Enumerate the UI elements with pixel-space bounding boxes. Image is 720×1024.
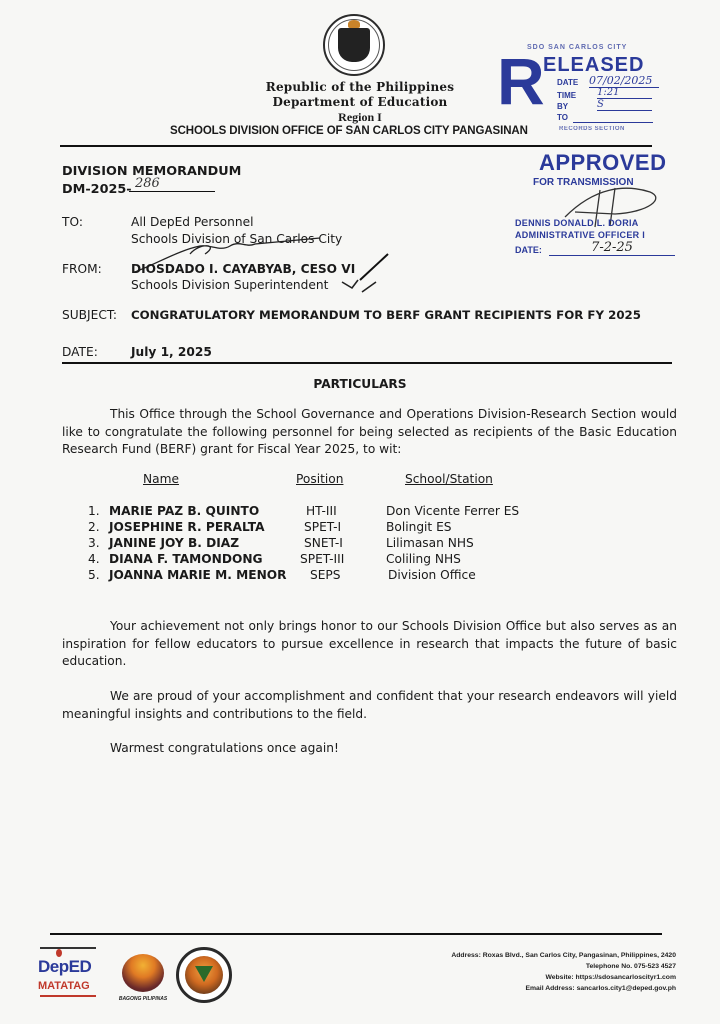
row-name: MARIE PAZ B. QUINTO [109, 504, 260, 518]
republic-heading: Republic of the Philippines [265, 80, 455, 94]
approved-date-label: DATE: [515, 245, 542, 255]
released-by-value: S [597, 99, 652, 111]
to-label: TO: [62, 215, 83, 229]
header-position: Position [296, 472, 344, 486]
approved-stamp [515, 150, 685, 265]
footer-website[interactable]: Website: https://sdosancarloscityr1.com [545, 974, 676, 981]
subject-text: CONGRATULATORY MEMORANDUM TO BERF GRANT RECIPIENTS FOR FY 2025 [131, 308, 641, 322]
table-row [80, 568, 520, 584]
particulars-heading: PARTICULARS [313, 377, 407, 391]
footer-contact [451, 950, 676, 994]
memo-number-value: 286 [129, 176, 215, 192]
table-row [80, 504, 520, 520]
approved-role: ADMINISTRATIVE OFFICER I [515, 230, 646, 240]
memo-type: DIVISION MEMORANDUM [62, 164, 242, 179]
matatag-underline [40, 995, 96, 997]
to-line1: All DepEd Personnel [131, 215, 254, 229]
deped-wordmark-text: DepED [38, 957, 92, 976]
row-position: SPET-III [300, 552, 345, 566]
footer-address: Address: Roxas Blvd., San Carlos City, Pangasinan, Philippines, 2420 [451, 952, 676, 959]
table-row [80, 536, 520, 552]
date-divider [62, 362, 672, 364]
proud-paragraph [62, 688, 677, 723]
row-number: 4. [88, 552, 100, 566]
achievement-text: Your achievement not only brings honor to our Schools Division Office but also serves as an inspiration for fellow educators to pursue excellence in research that impacts the future of basic education. [62, 619, 677, 668]
to-line2: Schools Division of San Carlos City [131, 232, 343, 246]
released-to-line [573, 122, 653, 123]
released-date-value: 07/02/2025 [589, 74, 659, 88]
row-number: 1. [88, 504, 100, 518]
row-number: 5. [88, 568, 100, 582]
row-station: Lilimasan NHS [386, 536, 474, 550]
office-heading: SCHOOLS DIVISION OFFICE OF SAN CARLOS CITY PANGASINAN [170, 125, 528, 137]
released-by-label: BY [557, 102, 569, 111]
released-stamp-top: SDO SAN CARLOS CITY [527, 44, 628, 51]
bagong-pilipinas-text: BAGONG PILIPINAS [118, 996, 168, 1002]
row-position: SNET-I [304, 536, 343, 550]
row-position: SPET-I [304, 520, 342, 534]
from-label: FROM: [62, 262, 102, 276]
flame-icon [56, 949, 62, 957]
from-name: DIOSDADO I. CAYABYAB, CESO VI [131, 262, 356, 276]
intro-text: This Office through the School Governance and Operations Division-Research Section would like to congratulate the following personnel for being selected as recipients of the Basic Education Research Fund (BERF) grant for Fiscal Year 2025, to wit: [62, 407, 677, 456]
row-name: JANINE JOY B. DIAZ [109, 536, 240, 550]
deped-seal-logo [323, 14, 385, 76]
row-station: Division Office [388, 568, 476, 582]
closing-text: Warmest congratulations once again! [110, 741, 339, 755]
header-name: Name [143, 472, 179, 486]
row-station: Bolingit ES [386, 520, 452, 534]
bagong-pilipinas-logo [116, 944, 170, 1006]
subject-label: SUBJECT: [62, 308, 118, 322]
row-name: JOANNA MARIE M. MENOR [109, 568, 287, 582]
header-station: School/Station [405, 472, 493, 486]
released-stamp-footer: RECORDS SECTION [559, 126, 625, 132]
released-stamp-title: ELEASED [543, 54, 645, 76]
table-row [80, 520, 520, 536]
row-position: HT-III [306, 504, 337, 518]
released-date-label: DATE [557, 78, 579, 87]
sun-emblem-icon [122, 954, 164, 992]
matatag-wordmark: MATATAG [38, 980, 90, 992]
region-heading: Region I [338, 110, 382, 124]
row-number: 3. [88, 536, 100, 550]
proud-text: We are proud of your accomplishment and confident that your research endeavors will yield meaningful insights and contributions to the field. [62, 689, 677, 721]
recipients-table [80, 470, 520, 590]
date-value: July 1, 2025 [131, 345, 212, 359]
table-row [80, 552, 520, 568]
footer-divider [50, 933, 662, 935]
logo-bar [40, 947, 96, 949]
achievement-paragraph [62, 618, 677, 671]
row-name: JOSEPHINE R. PERALTA [109, 520, 265, 534]
initial-mark [340, 276, 380, 296]
approved-title: APPROVED [539, 150, 667, 175]
approved-date-value: 7-2-25 [549, 240, 675, 256]
released-to-label: TO [557, 113, 568, 122]
released-time-label: TIME [557, 91, 577, 100]
row-station: Coliling NHS [386, 552, 461, 566]
deped-wordmark [38, 957, 91, 977]
released-time-value: 1:21 [597, 87, 652, 99]
seal-shield-icon [338, 28, 370, 62]
released-stamp-r: R [497, 44, 545, 118]
sdo-seal-triangle-icon [195, 966, 213, 982]
closing-paragraph [62, 740, 677, 758]
sdo-seal-logo [176, 947, 232, 1003]
row-name: DIANA F. TAMONDONG [109, 552, 263, 566]
header-divider [60, 145, 652, 147]
date-label: DATE: [62, 345, 98, 359]
approved-subtitle: FOR TRANSMISSION [533, 177, 634, 188]
department-heading: Department of Education [272, 95, 448, 109]
footer-email[interactable]: Email Address: sancarlos.city1@deped.gov.ph [525, 985, 676, 992]
memo-number-prefix: DM-2025- [62, 182, 132, 197]
seal-torch-icon [348, 20, 360, 28]
from-title: Schools Division Superintendent [131, 278, 329, 292]
approved-name: DENNIS DONALD L. DORIA [515, 218, 639, 228]
released-stamp [497, 44, 677, 136]
footer-telephone: Telephone No. 075-523 4527 [585, 963, 676, 970]
row-station: Don Vicente Ferrer ES [386, 504, 520, 518]
row-number: 2. [88, 520, 100, 534]
intro-paragraph [62, 406, 677, 459]
deped-matatag-logo [36, 945, 102, 1005]
row-position: SEPS [310, 568, 341, 582]
